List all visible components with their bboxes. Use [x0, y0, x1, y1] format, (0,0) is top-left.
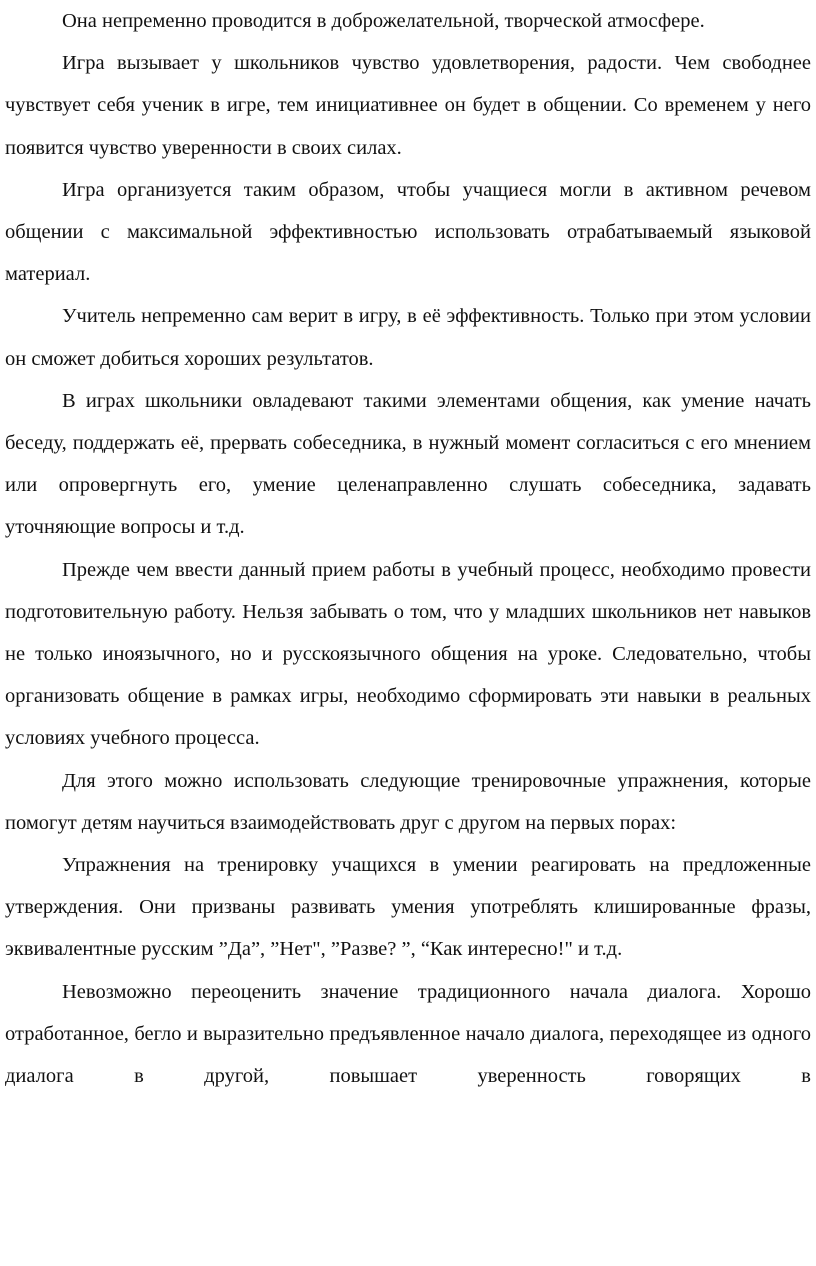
paragraph-8: Упражнения на тренировку учащихся в умении реагировать на предложенные утверждения. Они призваны развивать умения употреблять клишированные фразы, эквивалентные русским ”Да”, ”Нет", ”Разве? ”, “Как интересно!" и т.д. — [5, 854, 811, 961]
paragraph-5: В играх школьники овладевают такими элементами общения, как умение начать беседу, поддержать её, прервать собеседника, в нужный момент согласиться с его мнением или опровергнуть его, умение целенаправленно слушать собеседника, задавать уточняющие вопросы и т.д. — [5, 389, 811, 539]
paragraph-6: Прежде чем ввести данный прием работы в учебный процесс, необходимо провести подготовительную работу. Нельзя забывать о том, что у младших школьников нет навыков не только иноязычного, но и русскоязычного общения на уроке. Следовательно, чтобы организовать общение в рамках игры, необходимо сформировать эти навыки в реальных условиях учебного процесса. — [5, 558, 811, 750]
paragraph-1: Она непременно проводится в доброжелательной, творческой атмосфере. — [62, 10, 705, 32]
paragraph-7: Для этого можно использовать следующие тренировочные упражнения, которые помогут детям научиться взаимодействовать друг с другом на первых порах: — [5, 769, 811, 834]
document-page — [5, 0, 811, 1097]
paragraph-3: Игра организуется таким образом, чтобы учащиеся могли в активном речевом общении с максимальной эффективностью использовать отрабатываемый языковой материал. — [5, 178, 811, 286]
paragraph-9: Невозможно переоценить значение традиционного начала диалога. Хорошо отработанное, бегло и выразительно предъявленное начало диалога, переходящее из одного диалога в другой, повышает уверенность говорящих в — [5, 980, 811, 1088]
paragraph-2: Игра вызывает у школьников чувство удовлетворения, радости. Чем свободнее чувствует себя ученик в игре, тем инициативнее он будет в общении. Со временем у него появится чувство уверенности в своих силах. — [5, 52, 811, 159]
paragraph-4: Учитель непременно сам верит в игру, в её эффективность. Только при этом условии он сможет добиться хороших результатов. — [5, 305, 811, 370]
